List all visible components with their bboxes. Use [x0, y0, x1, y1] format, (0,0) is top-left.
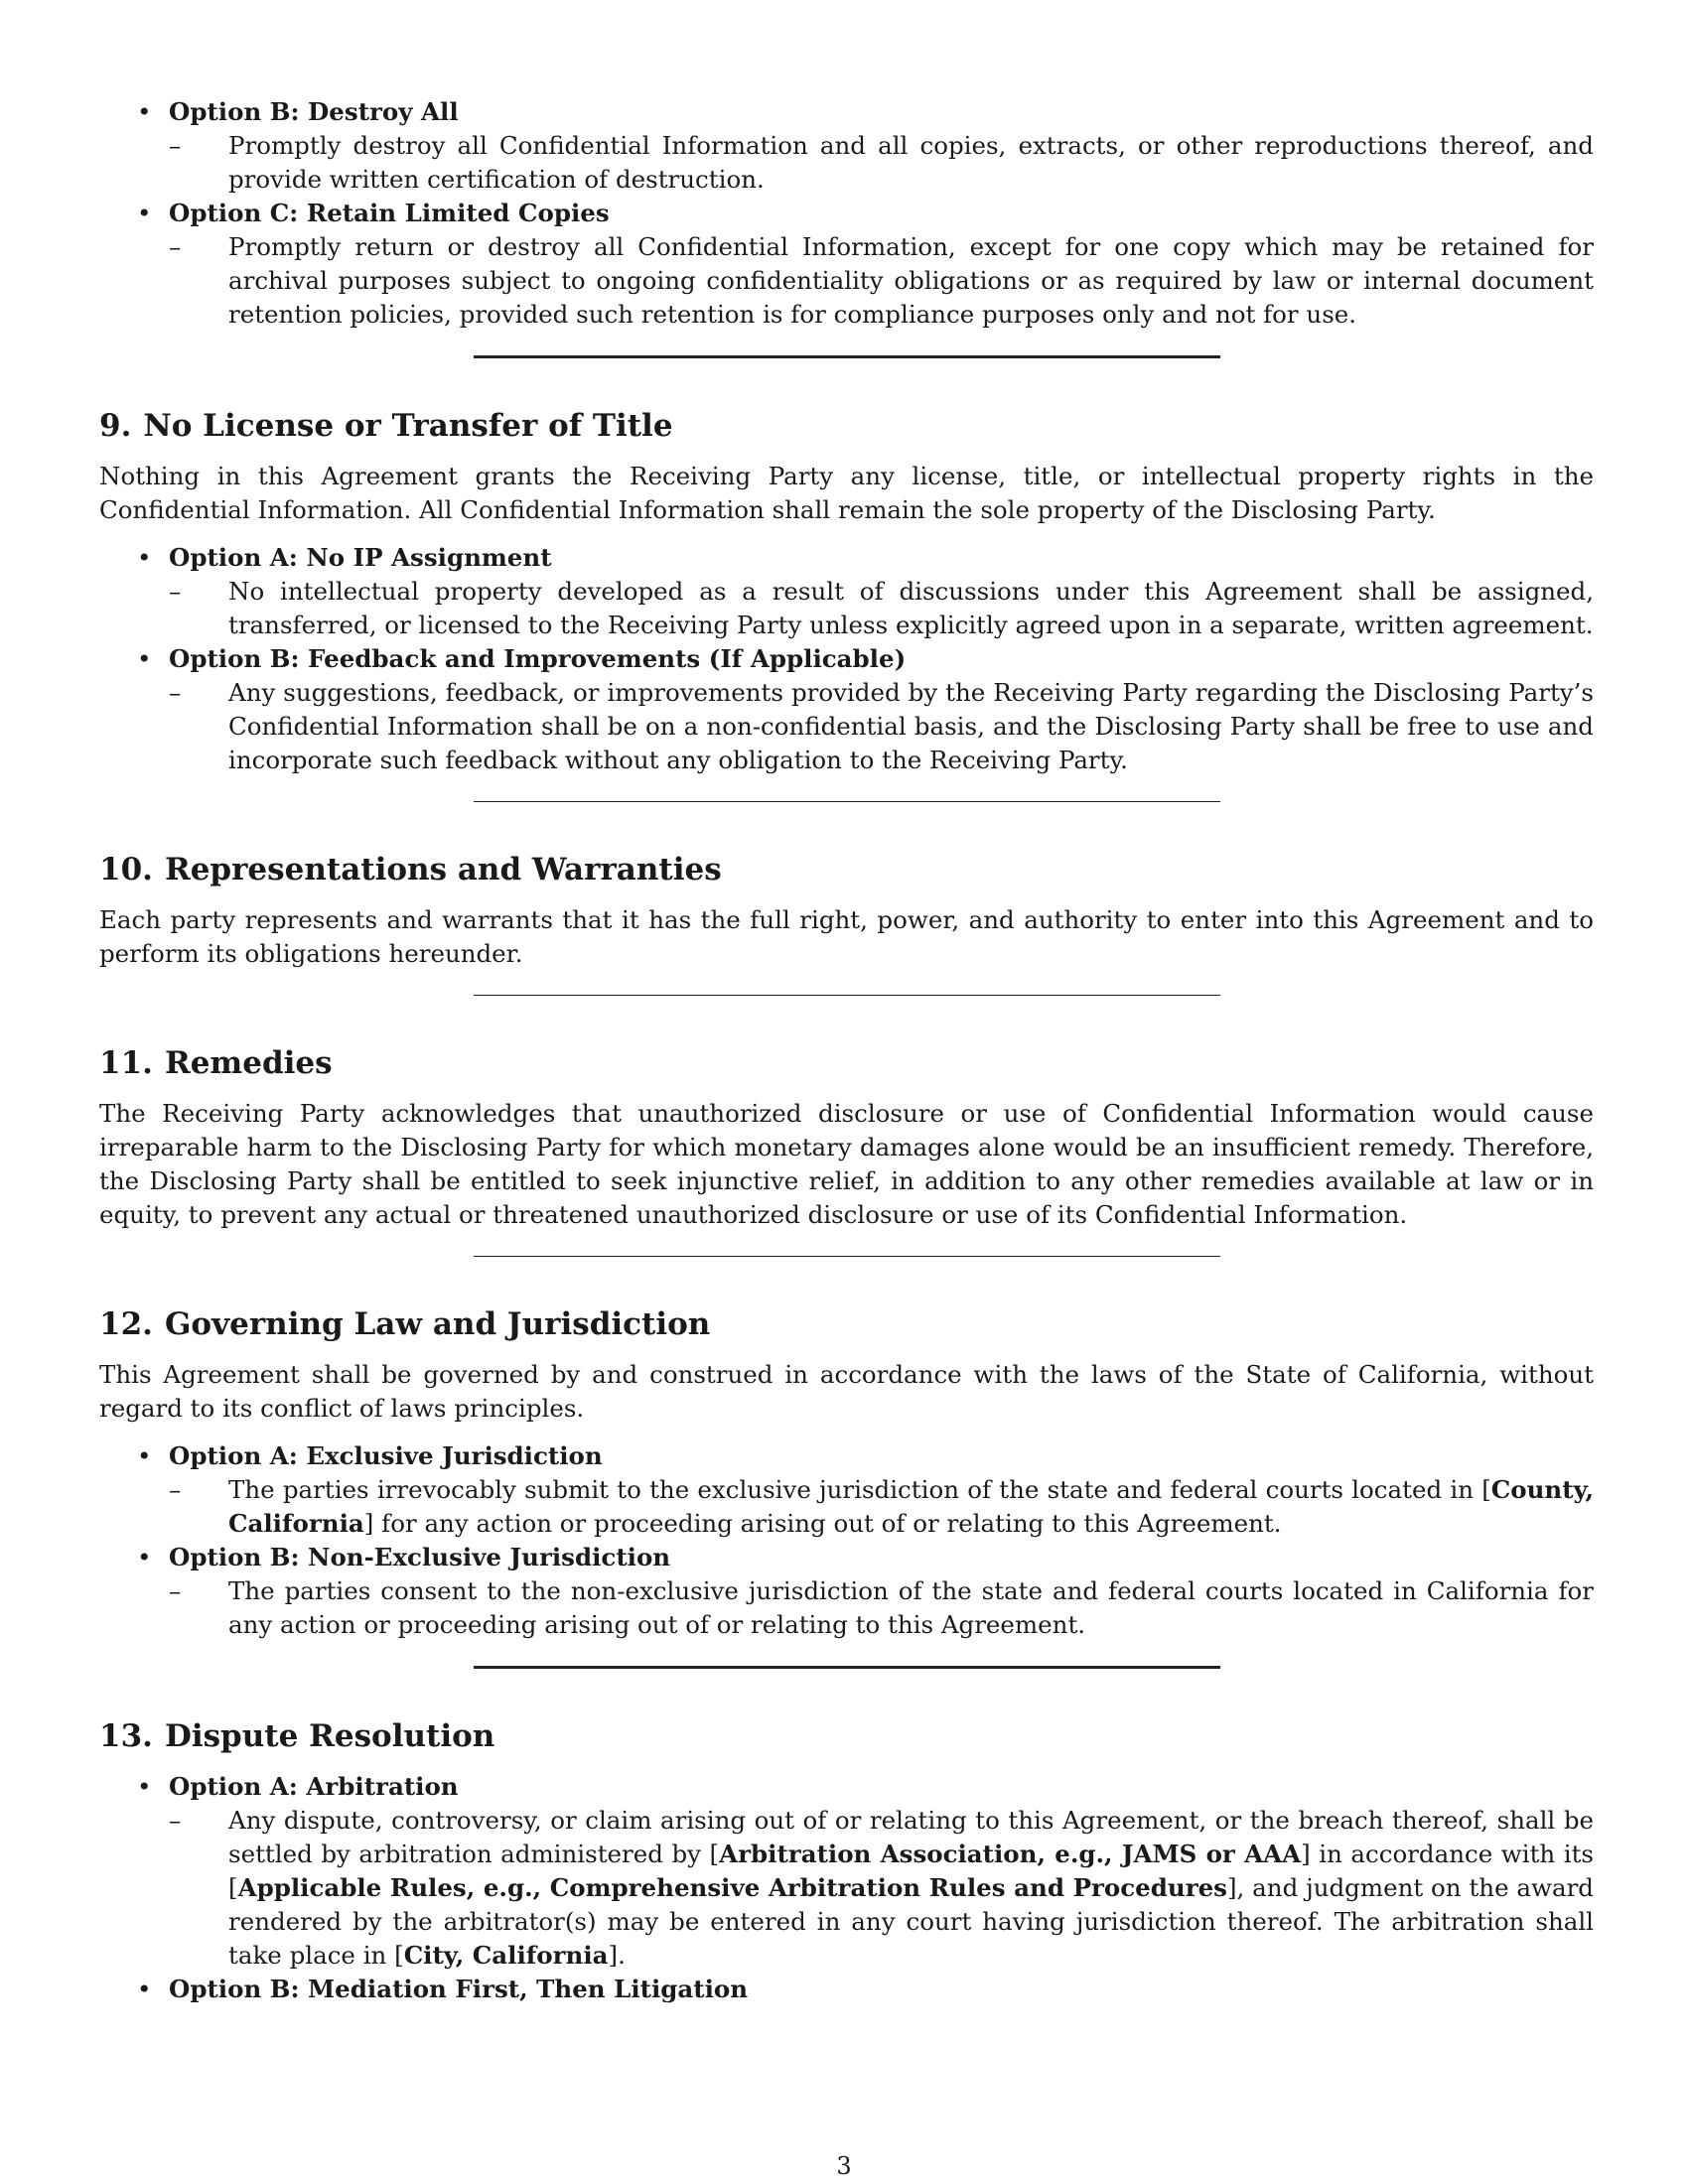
options-list — [99, 1770, 1594, 2006]
option-text: – No intellectual property developed as a result of discussions under this Agreement shall be assigned, transferred, or licensed to the Receiving Party unless explicitly agreed upon in a separate, written agreement. — [169, 577, 1594, 639]
option-text: – The parties consent to the non-exclusive jurisdiction of the state and federal courts located in California for any action or proceeding arising out of or relating to this Agreement. — [169, 1576, 1594, 1639]
options-list — [99, 1439, 1594, 1642]
dash-marker: – — [169, 232, 182, 261]
section-divider — [474, 1666, 1220, 1669]
placeholder-field: City, California — [403, 1941, 609, 1970]
placeholder-field: Arbitration Association, e.g., JAMS or AAA — [719, 1840, 1302, 1868]
list-item — [99, 642, 1594, 777]
list-item — [99, 1439, 1594, 1541]
option-text: – Any suggestions, feedback, or improvements provided by the Receiving Party regarding the Disclosing Party’s Confidential Information shall be on a non-confidential basis, and the Disclosing Party shall be free to use and incorporate such feedback without any obligation to the Receiving Party. — [169, 678, 1594, 774]
option-text: – Promptly destroy all Confidential Information and all copies, extracts, or other reproductions thereof, and provide written certification of destruction. — [169, 131, 1594, 194]
list-item — [99, 197, 1594, 332]
placeholder-field: County, California — [228, 1475, 1594, 1538]
list-item — [99, 95, 1594, 197]
options-list — [99, 541, 1594, 777]
option-heading: • Option A: No IP Assignment — [169, 543, 552, 572]
list-item — [99, 1770, 1594, 1973]
option-text: – Promptly return or destroy all Confidential Information, except for one copy which may be retained for archival purposes subject to ongoing confidentiality obligations or as required by law or internal document retention policies, provided such retention is for compliance purposes only and not for use. — [169, 232, 1594, 329]
option-heading: • Option B: Mediation First, Then Litigation — [169, 1975, 749, 2003]
section-body: Each party represents and warrants that it has the full right, power, and authority to enter into this Agreement and to perform its obligations hereunder. — [99, 905, 1594, 968]
section-divider — [474, 995, 1220, 996]
section-divider — [474, 801, 1220, 802]
page-number: 3 — [836, 2152, 852, 2180]
section-heading-13: 13. Dispute Resolution — [99, 1718, 495, 1754]
return-options-list — [99, 95, 1594, 332]
option-heading: • Option A: Arbitration — [169, 1772, 459, 1801]
section-body: The Receiving Party acknowledges that unauthorized disclosure or use of Confidential Information would cause irreparable harm to the Disclosing Party for which monetary damages alone would be an insufficient remedy. Therefore, the Disclosing Party shall be entitled to seek injunctive relief, in addition to any other remedies available at law or in equity, to prevent any actual or threatened unauthorized disclosure or use of its Confidential Information. — [99, 1099, 1594, 1229]
section-heading-11: 11. Remedies — [99, 1045, 333, 1081]
dash-marker: – — [169, 1576, 182, 1605]
list-item — [99, 1541, 1594, 1642]
document-page — [99, 95, 1594, 2006]
dash-marker: – — [169, 678, 182, 707]
section-divider — [474, 1256, 1220, 1257]
section-heading-12: 12. Governing Law and Jurisdiction — [99, 1306, 711, 1342]
section-heading-9: 9. No License or Transfer of Title — [99, 408, 673, 444]
option-heading: • Option B: Feedback and Improvements (If Applicable) — [169, 644, 907, 673]
option-heading: • Option A: Exclusive Jurisdiction — [169, 1441, 603, 1470]
dash-marker: – — [169, 1806, 182, 1835]
option-heading: • Option C: Retain Limited Copies — [169, 199, 610, 227]
option-heading: • Option B: Destroy All — [169, 97, 459, 126]
list-item — [99, 1973, 1594, 2006]
option-heading: • Option B: Non-Exclusive Jurisdiction — [169, 1543, 671, 1571]
list-item — [99, 541, 1594, 642]
option-text: – The parties irrevocably submit to the exclusive jurisdiction of the state and federal courts located in [County, California] for any action or proceeding arising out of or relating to this Agreement. — [169, 1475, 1594, 1538]
option-text: – Any dispute, controversy, or claim arising out of or relating to this Agreement, or the breach thereof, shall be settled by arbitration administered by [Arbitration Association, e.g., JAMS or AAA] in accordance with its [Applicable Rules, e.g., Comprehensive Arbitration Rules and Procedures], and judgment on the award rendered by the arbitrator(s) may be entered in any court having jurisdiction thereof. The arbitration shall take place in [City, California]. — [169, 1806, 1595, 1970]
dash-marker: – — [169, 1475, 182, 1504]
dash-marker: – — [169, 577, 182, 606]
section-divider — [474, 355, 1220, 358]
section-body: Nothing in this Agreement grants the Receiving Party any license, title, or intellectual property rights in the Confidential Information. All Confidential Information shall remain the sole property of the Disclosing Party. — [99, 462, 1594, 524]
section-heading-10: 10. Representations and Warranties — [99, 852, 722, 887]
dash-marker: – — [169, 131, 182, 160]
section-body: This Agreement shall be governed by and construed in accordance with the laws of the State of California, without regard to its conflict of laws principles. — [99, 1360, 1594, 1423]
placeholder-field: Applicable Rules, e.g., Comprehensive Arbitration Rules and Procedures — [237, 1873, 1227, 1902]
